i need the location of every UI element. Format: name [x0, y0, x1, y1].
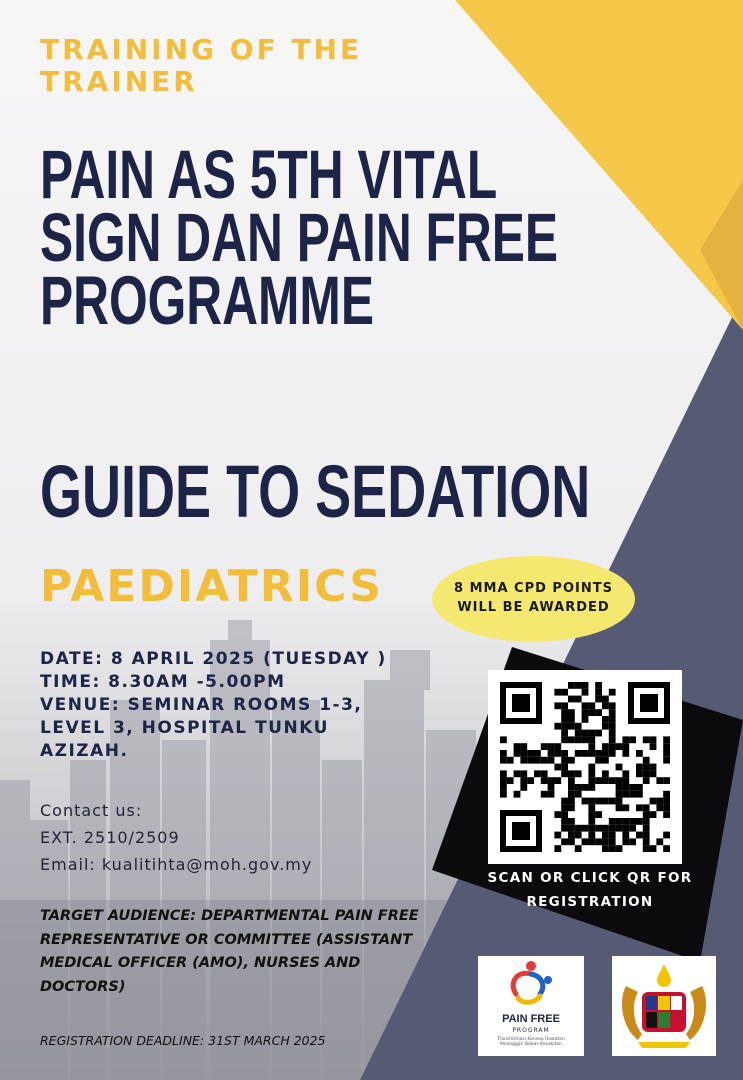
event-venue: AZIZAH. — [40, 740, 129, 761]
pain-free-tagline: Transformasi Konsep Rawatan Pelanggan Bebas Kesakitan — [497, 1037, 565, 1048]
department-label: PAEDIATRICS — [40, 561, 383, 612]
contact-block — [40, 798, 440, 879]
registration-deadline: REGISTRATION DEADLINE: 31ST MARCH 2025 — [40, 1033, 326, 1048]
audience-line: TARGET AUDIENCE: DEPARTMENTAL PAIN FREE — [40, 908, 419, 924]
eyebrow-title — [40, 34, 400, 98]
title-line: PROGRAMME — [40, 262, 374, 339]
cpd-line: WILL BE AWARDED — [457, 600, 610, 615]
event-venue: VENUE: SEMINAR ROOMS 1-3, — [40, 694, 363, 715]
title-line: PAIN AS 5TH VITAL — [40, 136, 498, 213]
contact-ext: EXT. 2510/2509 — [40, 827, 180, 847]
qr-caption-line: REGISTRATION — [526, 894, 654, 911]
eyebrow-line: TRAINER — [40, 65, 198, 99]
event-time: TIME: 8.30AM -5.00PM — [40, 671, 286, 692]
contact-email[interactable]: Email: kualitihta@moh.gov.my — [40, 854, 313, 874]
pain-free-swirl-icon — [478, 956, 584, 1016]
secondary-title: GUIDE TO SEDATION — [40, 450, 591, 533]
pain-free-program-logo — [478, 956, 584, 1056]
cpd-line: 8 MMA CPD POINTS — [454, 581, 613, 597]
target-audience — [40, 905, 440, 1000]
event-venue: LEVEL 3, HOSPITAL TUNKU — [40, 717, 329, 738]
title-line: SIGN DAN PAIN FREE — [40, 199, 559, 276]
registration-qr-code[interactable] — [488, 670, 682, 864]
event-details — [40, 648, 440, 763]
main-title — [40, 136, 731, 339]
event-date: DATE: 8 APRIL 2025 (TUESDAY ) — [40, 649, 387, 669]
contact-heading: Contact us: — [40, 801, 143, 820]
cpd-badge — [432, 556, 635, 642]
coat-of-arms-logo — [612, 956, 716, 1056]
audience-line: MEDICAL OFFICER (AMO), NURSES AND — [40, 955, 361, 972]
audience-line: DOCTORS) — [40, 978, 126, 995]
malaysia-coat-of-arms-icon — [612, 956, 716, 1056]
eyebrow-line: TRAINING OF THE — [40, 33, 363, 66]
qr-caption-line: SCAN OR CLICK QR FOR — [487, 870, 693, 886]
pain-free-title: PAIN FREE — [502, 1013, 560, 1025]
audience-line: REPRESENTATIVE OR COMMITTEE (ASSISTANT — [40, 931, 413, 948]
pain-free-sub: PROGRAM — [512, 1027, 550, 1034]
qr-caption — [470, 866, 710, 915]
